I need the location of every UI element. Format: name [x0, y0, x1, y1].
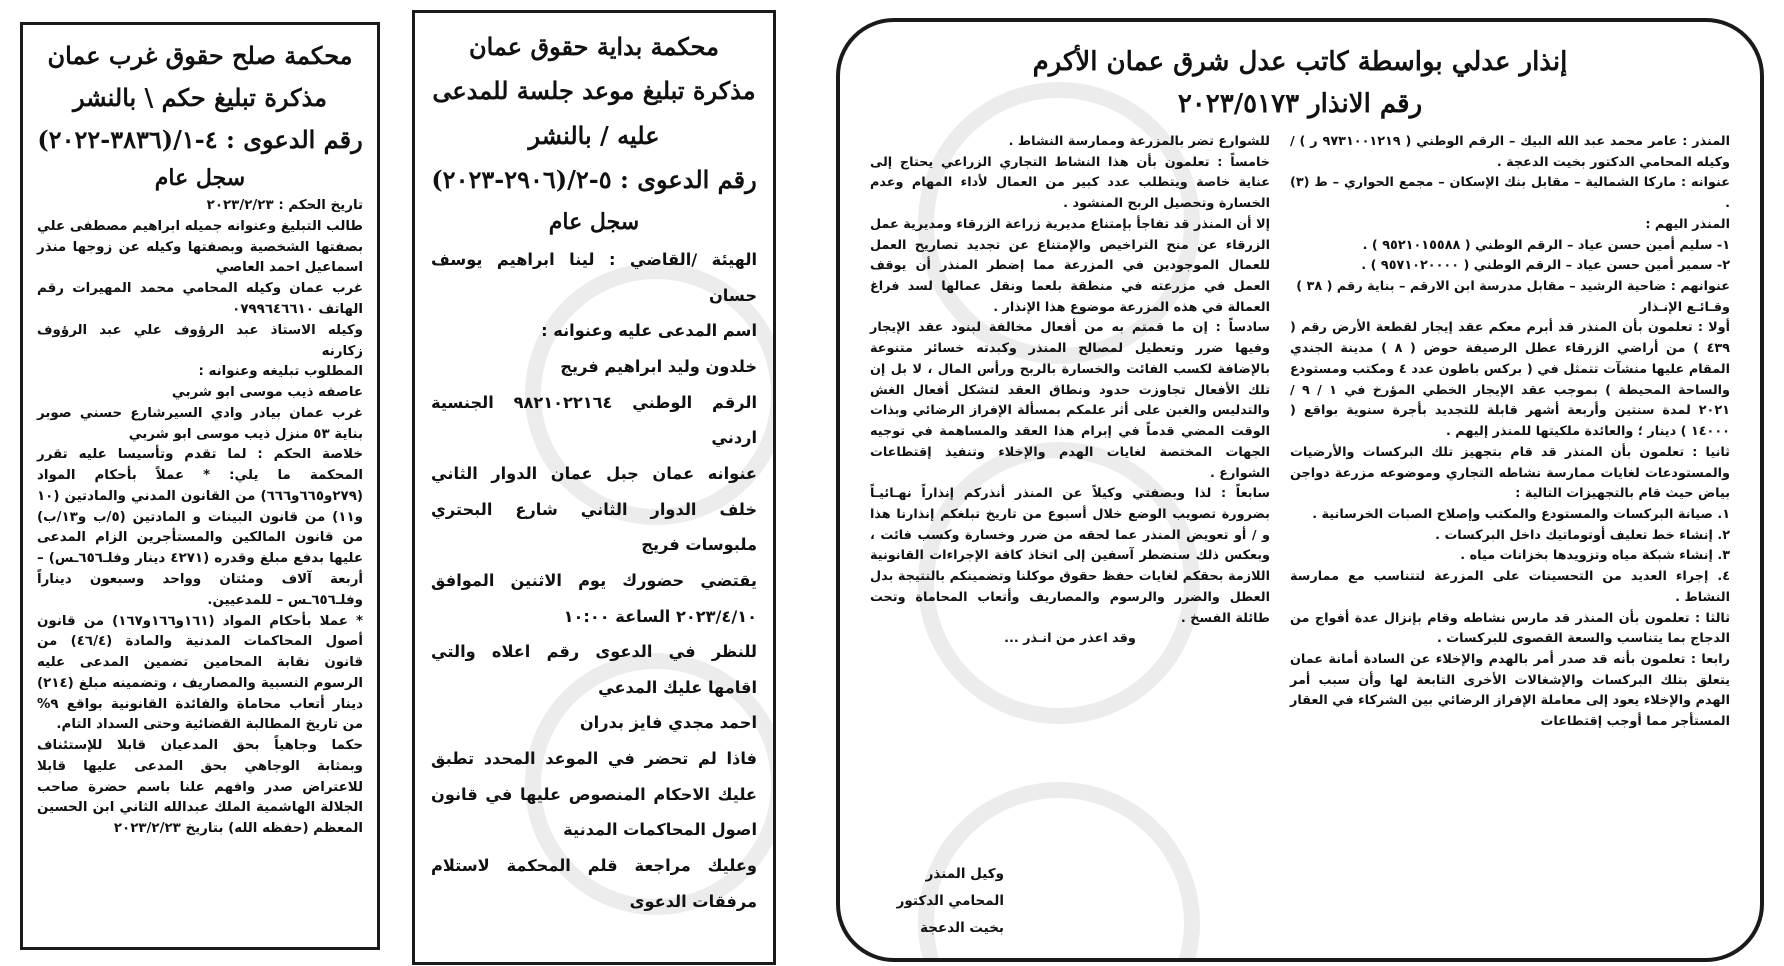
west-court-title: محكمة صلح حقوق غرب عمان	[47, 41, 353, 70]
west-notice-content	[37, 35, 363, 840]
west-paragraph: المطلوب تبليغه وعنوانه :	[198, 364, 363, 380]
west-paragraph: طالب التبليغ وعنوانه جميله ابراهيم مصطفى علي بصفتها الشخصية وبصفتها وكيله عن زوجها منذر اسماعيل احمد العاصي	[37, 218, 363, 276]
west-case-number: رقم الدعوى : ٤-١/(٣٨٣٦-٢٠٢٢)	[37, 125, 363, 154]
west-paragraph: خلاصة الحكم : لما تقدم وتأسيسا عليه تقرر المحكمة ما يلي: * عملاً بأحكام المواد (٢٧٩و٦٦٥و٦٦٦) من القانون المدني والمادتين (١٠ و١١) من قانون البينات و المادتين (٥/ب و١٣/ب) من قانون المالكين والمستأجرين الزام المدعى عليها بدفع مبلغ وقدره (٤٢٧١ دينار وفلـ٦٥٦ـس) – أربعة آلاف ومئتان وواحد وسبعون ديناراً وفلـ٦٥٦ـس – للمدعيين.	[37, 447, 364, 608]
notice-paragraph: ثانيا : تعلمون بأن المنذر قد قام بتجهيز تلك البركسات والأرضيات والمستودعات لغايات ممارسة نشاطه التجاري وموضوعه مزرعة دواجن بياض حيث قام بالتجهيزات التالية :	[1290, 444, 1730, 502]
notice-paragraph: عنوانه : ماركا الشمالية – مقابل بنك الإسكان – مجمع الحواري – ط (٣) .	[1290, 175, 1730, 212]
west-registry: سجل عام	[154, 165, 246, 191]
signature-line: المحامي الدكتور	[896, 893, 1004, 909]
west-paragraph: وكيله الاستاذ عبد الرؤوف علي عبد الرؤوف زكارنه	[37, 322, 363, 359]
notice-paragraph: للشوارع تضر بالمزرعة وممارسة النشاط .	[1008, 134, 1270, 149]
signature-line: وكيل المنذر	[925, 866, 1004, 882]
west-amman-court-notice	[20, 22, 380, 950]
notice-number: رقم الانذار ٢٠٢٣/٥١٧٣	[1177, 88, 1423, 119]
notice-paragraph: رابعا : تعلمون بأنه قد صدر أمر بالهدم والإخلاء عن السادة أمانة عمان يتعلق بتلك البركسات والإشغالات الأخرى التابعة لها وأن سبب أمر الهدم والإخلاء يعود إلى معاملة الإفراز الرضائي بين الشركاء في العقار المستأجر مما أوجب إقتطاعات	[1290, 651, 1730, 730]
signature-line: بخيت الدعجة	[920, 920, 1004, 936]
first-paragraph: عنوانه عمان جبل عمان الدوار الثاني خلف الدوار الثاني شارع البحتري ملبوسات فريج	[431, 464, 757, 555]
notice-section-heading: وقـائـع الإنـذار	[1639, 299, 1730, 315]
first-notice-subtitle: مذكرة تبليغ موعد جلسة للمدعى عليه / بالنشر	[432, 76, 756, 150]
notice-paragraph: المنذر : عامر محمد عبد الله البيك – الرقم الوطني ( ٩٧٣١٠٠١٢١٩ ر ) / وكيله المحامي الدكتور بخيت الدعجة .	[1290, 134, 1730, 170]
west-paragraph: عاصفه ذيب موسى ابو شربي	[171, 385, 363, 401]
notice-paragraph: ١- سليم أمين حسن عياد – الرقم الوطني ( ٩٥٢١٠١٥٥٨٨ ) .	[1362, 237, 1730, 253]
notice-signature	[864, 861, 1004, 942]
first-paragraph: خلدون وليد ابراهيم فريج	[560, 357, 757, 377]
first-paragraph: الهيئة /القاضي : لينا ابراهيم يوسف حسان	[431, 250, 757, 305]
notice-paragraph: وقد اعذر من انـذر ...	[1004, 631, 1136, 647]
notice-paragraph: خامساً : تعلمون بأن هذا النشاط التجاري الزراعي يحتاج إلى عناية خاصة ويتطلب عدد كبير من العمال لأداء المهام وعدم الخسارة وتحصيل الربح المنشود .	[870, 154, 1270, 212]
west-paragraph: غرب عمان بيادر وادي السيرشارع حسني صوبر بناية ٥٣ منزل ذيب موسى ابو شربي	[37, 405, 363, 442]
notice-paragraph: المنذر اليهم :	[1645, 216, 1730, 232]
first-court-title: محكمة بداية حقوق عمان	[468, 32, 720, 61]
first-registry: سجل عام	[548, 208, 640, 235]
west-paragraph: تاريخ الحكم : ٢٠٢٣/٢/٢٣	[206, 198, 363, 214]
notice-title: إنذار عدلي بواسطة كاتب عدل شرق عمان الأكرم	[1032, 47, 1568, 77]
notice-paragraph: عنوانهم : ضاحية الرشيد – مقابل مدرسة ابن الارقم – بناية رقم ( ٣٨ )	[1296, 279, 1730, 295]
notarial-warning-notice	[836, 18, 1764, 962]
first-paragraph: للنظر في الدعوى رقم اعلاه والتي اقامها عليك المدعي	[431, 642, 757, 697]
notice-paragraph: ٤. إجراء العديد من التحسينات على المزرعة لتتناسب مع ممارسة النشاط .	[1290, 569, 1730, 605]
notice-paragraph: سادساً : إن ما قمتم به من أفعال مخالفة لبنود عقد الإيجار وفيها ضرر وتعطيل لمصالح المنذر وكبدته خسائر متنوعة بالإضافة لكسب الفائت والخسارة بالربح ورأس المال ، لا بل إن تلك الأفعال تجاوزت حدود ونطاق العقد لتشكل أفعال الغش والتدليس والغبن على أثر علمكم بمسألة الإفراز الرضائي وبذات الوقت المضي قدماً في إبرام هذا العقد والمساهمة في توجيه الجهات المختصة لغايات الهدم والإخلاء وتنفيذ إقتطاعات الشوارع .	[870, 320, 1270, 481]
notice-paragraph: ٢. إنشاء خط تعليف أوتوماتيك داخل البركسات .	[1435, 527, 1730, 543]
notice-paragraph: ثالثا : تعلمون بأن المنذر قد مارس نشاطه وقام بإنزال عدة أفواج من الدجاج بما يتناسب والسعة القصوى للبركسات .	[1290, 610, 1730, 647]
west-notice-subtitle: مذكرة تبليغ حكم \ بالنشر	[72, 83, 328, 112]
first-paragraph: يقتضي حضورك يوم الاثنين الموافق ٢٠٢٣/٤/١٠ الساعة ١٠:٠٠	[431, 570, 757, 626]
first-paragraph: وعليك مراجعة قلم المحكمة لاستلام مرفقات الدعوى	[431, 856, 757, 911]
first-paragraph: احمد مجدي فايز بدران	[579, 713, 757, 733]
notice-title-block	[880, 42, 1720, 125]
first-paragraph: اسم المدعى عليه وعنوانه :	[541, 321, 757, 341]
west-paragraph: غرب عمان وكيله المحامي محمد المهيرات رقم الهاتف ٠٧٩٩٦٤٦٦١٠	[37, 281, 363, 318]
first-case-number: رقم الدعوى : ٥-٢/(٢٩٠٦-٢٠٢٣)	[431, 165, 757, 195]
notice-paragraph: ٣. إنشاء شبكة مياه وتزويدها بخزانات مياه .	[1460, 548, 1730, 564]
notice-paragraph: ١. صيانة البركسات والمستودع والمكتب وإصلاح الصبات الخرسانية .	[1312, 506, 1730, 522]
west-paragraph: حكما وجاهياً بحق المدعيان قابلا للإستئناف وبمثابة الوجاهي بحق المدعى عليها قابلا للاعتراض صدر وافهم علنا باسم حضرة صاحب الجلالة الهاشمية الملك عبدالله الثاني ابن الحسين المعظم (حفظه الله) بتاريخ ٢٠٢٣/٢/٢٣	[37, 738, 363, 837]
notice-paragraph: ٢- سمير أمين حسن عياد – الرقم الوطني ( ٩٥٧١٠٢٠٠٠٠ ) .	[1361, 258, 1730, 274]
notice-paragraph: سابعاً : لذا وبصفتي وكيلاً عن المنذر أنذركم إنذاراً نهـائيـاً بضرورة تصويب الوضع خلال أسبوع من تاريخ تبلغكم إنذارنا هذا و / أو تعويض المنذر عما لحقه من ضرر وخسارة وكسب فائت ، وبعكس ذلك سنضطر آسفين إلى اتخاذ كافة الإجراءات القانونية اللازمة بحقكم لغايات حفظ حقوق موكلنا وتضمينكم بالنتيجة بدل العطل والضرر والرسوم والمصاريف وأتعاب المحاماة وتحت طائلة الفسخ .	[870, 486, 1270, 626]
notice-right-column	[1290, 132, 1730, 733]
west-paragraph: * عملا بأحكام المواد (١٦١و١٦٦و١٦٧) من قانون أصول المحاكمات المدنية والمادة (٤٦/٤) من قانون نقابة المحامين تضمين المدعى عليه الرسوم النسبية والمصاريف ، وتضمينه مبلغ (٢١٤) دينار أتعاب محاماة والفائدة القانونية بواقع ٩% من تاريخ المطالبة القضائية وحتى السداد التام.	[37, 613, 364, 733]
first-notice-content	[431, 25, 757, 919]
first-instance-court-notice	[412, 10, 776, 965]
notice-left-column	[870, 132, 1270, 650]
notice-paragraph: أولا : تعلمون بأن المنذر قد أبرم معكم عقد إيجار لقطعة الأرض رقم ( ٤٣٩ ) من أراضي الزرقاء عطل الرصيفة حوض ( ٨ ) مدينة الجندي المقام عليها منشآت تتمثل في ( بركس باطون عدد ٤ ومكتب ومستودع والساحة المحيطة ) بموجب عقد الإيجار الخطي المؤرخ في ١ / ٩ / ٢٠٢١ لمدة سنتين وأربعة أشهر قابلة للتجديد بأجرة سنوية بواقع ( ١٤٠٠٠ ) دينار ؛ والعائدة ملكيتها للمنذر إليهم .	[1290, 320, 1730, 440]
first-paragraph: فاذا لم تحضر في الموعد المحدد تطبق عليك الاحكام المنصوص عليها في قانون اصول المحاكمات المدنية	[431, 749, 757, 840]
first-paragraph: الرقم الوطني ٩٨٢١٠٢٢١٦٤ الجنسية اردني	[431, 392, 757, 448]
notice-paragraph: إلا أن المنذر قد تفاجأ بإمتناع مديرية زراعة الزرقاء ومديرية عمل الزرقاء عن منح التراخيص والإمتناع عن تجديد تصاريح العمل للعمال الموجودين في المزرعة مما إضطر المنذر أن يوقف العمل في مزرعته في منطقة بلعما ونقل عمالها لسد فراغ العمالة في هذه المزرعة موضوع هذا الإنذار .	[870, 216, 1270, 315]
